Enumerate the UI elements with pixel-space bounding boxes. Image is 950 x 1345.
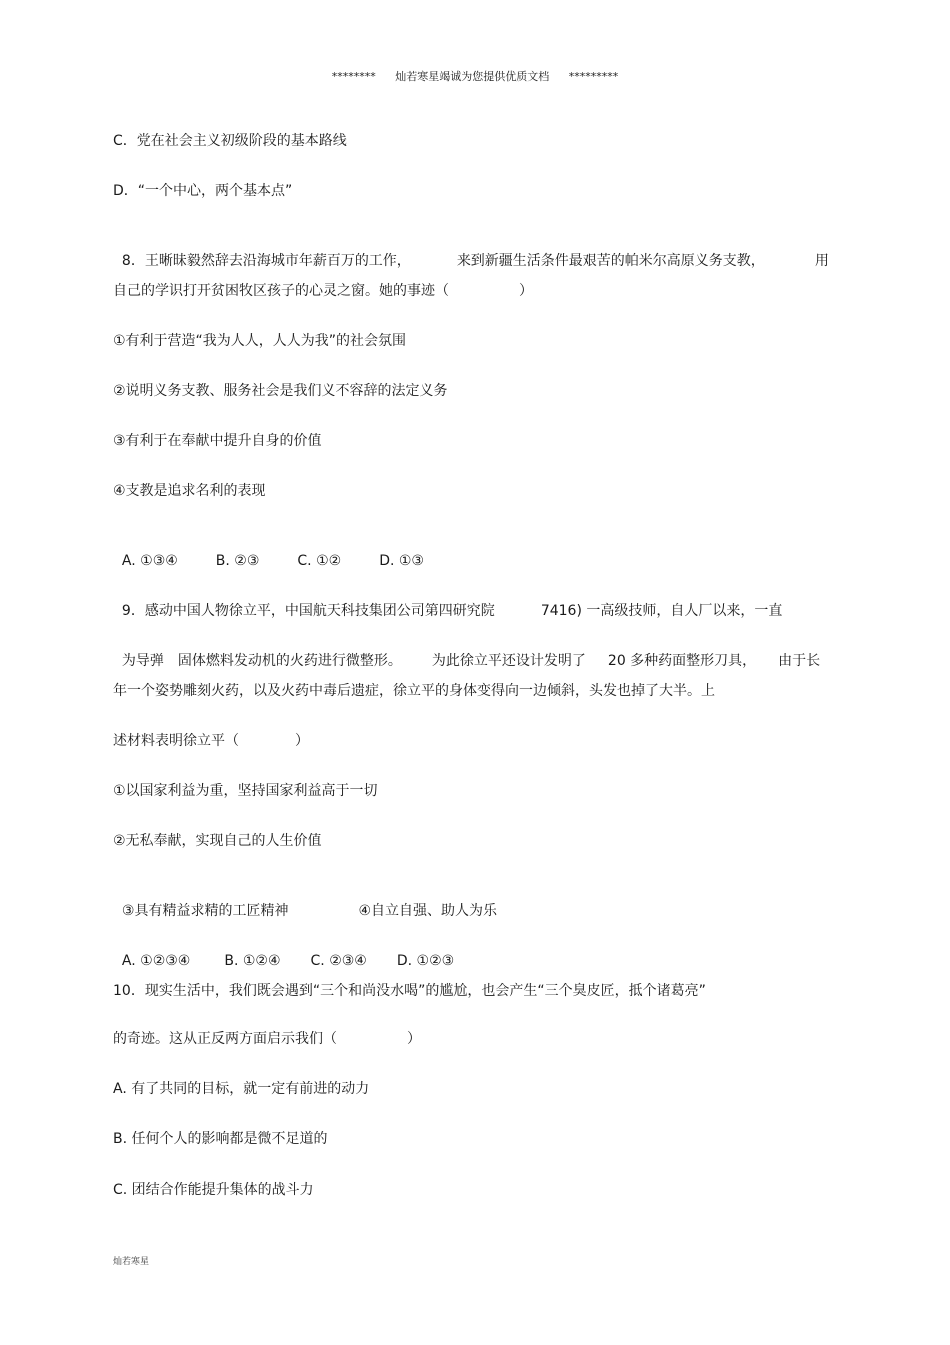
- q9-item-4: ④自立自强、助人为乐: [358, 903, 498, 919]
- header-text: 灿若寒星竭诚为您提供优质文档: [395, 70, 550, 83]
- q10-stem-line1: 10．现实生活中，我们既会遇到“三个和尚没水喝”的尴尬，也会产生“三个臭皮匠，抵个诸葛亮”: [113, 983, 706, 999]
- q8-stem-part3: 用: [814, 253, 829, 269]
- q8-options: [113, 531, 424, 571]
- q9-options: [113, 931, 454, 971]
- q9-item-2: ②无私奉献，实现自己的人生价值: [113, 833, 322, 849]
- header-stars-right: *********: [568, 70, 619, 83]
- q8-option-a: A. ①③④: [121, 553, 178, 569]
- q10-stem-line2: 的奇迹。这从正反两方面启示我们（ ）: [113, 1031, 421, 1047]
- q8-option-c: C. ①②: [297, 553, 342, 569]
- q9-item-1: ①以国家利益为重，坚持国家利益高于一切: [113, 783, 378, 799]
- header-stars-left: ********: [331, 70, 376, 83]
- q8-item-4: ④支教是追求名利的表现: [113, 483, 266, 499]
- q8-stem-line2: 自己的学识打开贫困牧区孩子的心灵之窗。她的事迹（ ）: [113, 283, 533, 299]
- page-footer: 灿若寒星: [113, 1257, 150, 1267]
- q9-stem-part1: 9．感动中国人物徐立平，中国航天科技集团公司第四研究院: [121, 603, 495, 619]
- q9-stem-part4: 为此徐立平还设计发明了: [431, 653, 586, 669]
- q8-item-1: ①有利于营造“我为人人，人人为我”的社会氛围: [113, 333, 407, 349]
- q9-item-3: ③具有精益求精的工匠精神: [121, 903, 289, 919]
- q9-items-3-4: [113, 881, 497, 921]
- q9-stem-part6: 由于长: [778, 653, 821, 669]
- q9-stem-part2: 7416) 一高级技师，自人厂以来，一直: [540, 603, 783, 619]
- q9-stem-part5: 20 多种药面整形刀具，: [607, 653, 757, 669]
- q8-option-d: D. ①③: [379, 553, 424, 569]
- q8-option-b: B. ②③: [215, 553, 260, 569]
- q8-item-2: ②说明义务支教、服务社会是我们义不容辞的法定义务: [113, 383, 448, 399]
- q10-option-c: C. 团结合作能提升集体的战斗力: [113, 1182, 314, 1198]
- q9-option-d: D. ①②③: [396, 953, 455, 969]
- q7-option-d: D．“一个中心，两个基本点”: [113, 183, 293, 199]
- q9-option-c: C. ②③④: [310, 953, 367, 969]
- q10-option-b: B. 任何个人的影响都是微不足道的: [113, 1131, 328, 1147]
- q9-stem-part3: 为导弹 固体燃料发动机的火药进行微整形。: [121, 653, 402, 669]
- q8-stem-part2: 来到新疆生活条件最艰苦的帕米尔高原义务支教，: [456, 253, 765, 269]
- q9-option-b: B. ①②④: [224, 953, 281, 969]
- q9-stem-line1: [113, 581, 782, 621]
- q9-stem-line4: 述材料表明徐立平（ ）: [113, 733, 309, 749]
- q8-stem-part1: 8．王晰昧毅然辞去沿海城市年薪百万的工作，: [121, 253, 411, 269]
- q9-stem-line2: [113, 631, 820, 671]
- q7-option-c: C．党在社会主义初级阶段的基本路线: [113, 133, 347, 149]
- page-header: [0, 68, 950, 84]
- q10-option-a: A. 有了共同的目标，就一定有前进的动力: [113, 1081, 370, 1097]
- q8-item-3: ③有利于在奉献中提升自身的价值: [113, 433, 322, 449]
- q9-stem-line3: 年一个姿势雕刻火药，以及火药中毒后遗症，徐立平的身体变得向一边倾斜，头发也掉了大半。上: [113, 683, 715, 699]
- q8-stem-line1: [113, 231, 829, 271]
- q9-option-a: A. ①②③④: [121, 953, 191, 969]
